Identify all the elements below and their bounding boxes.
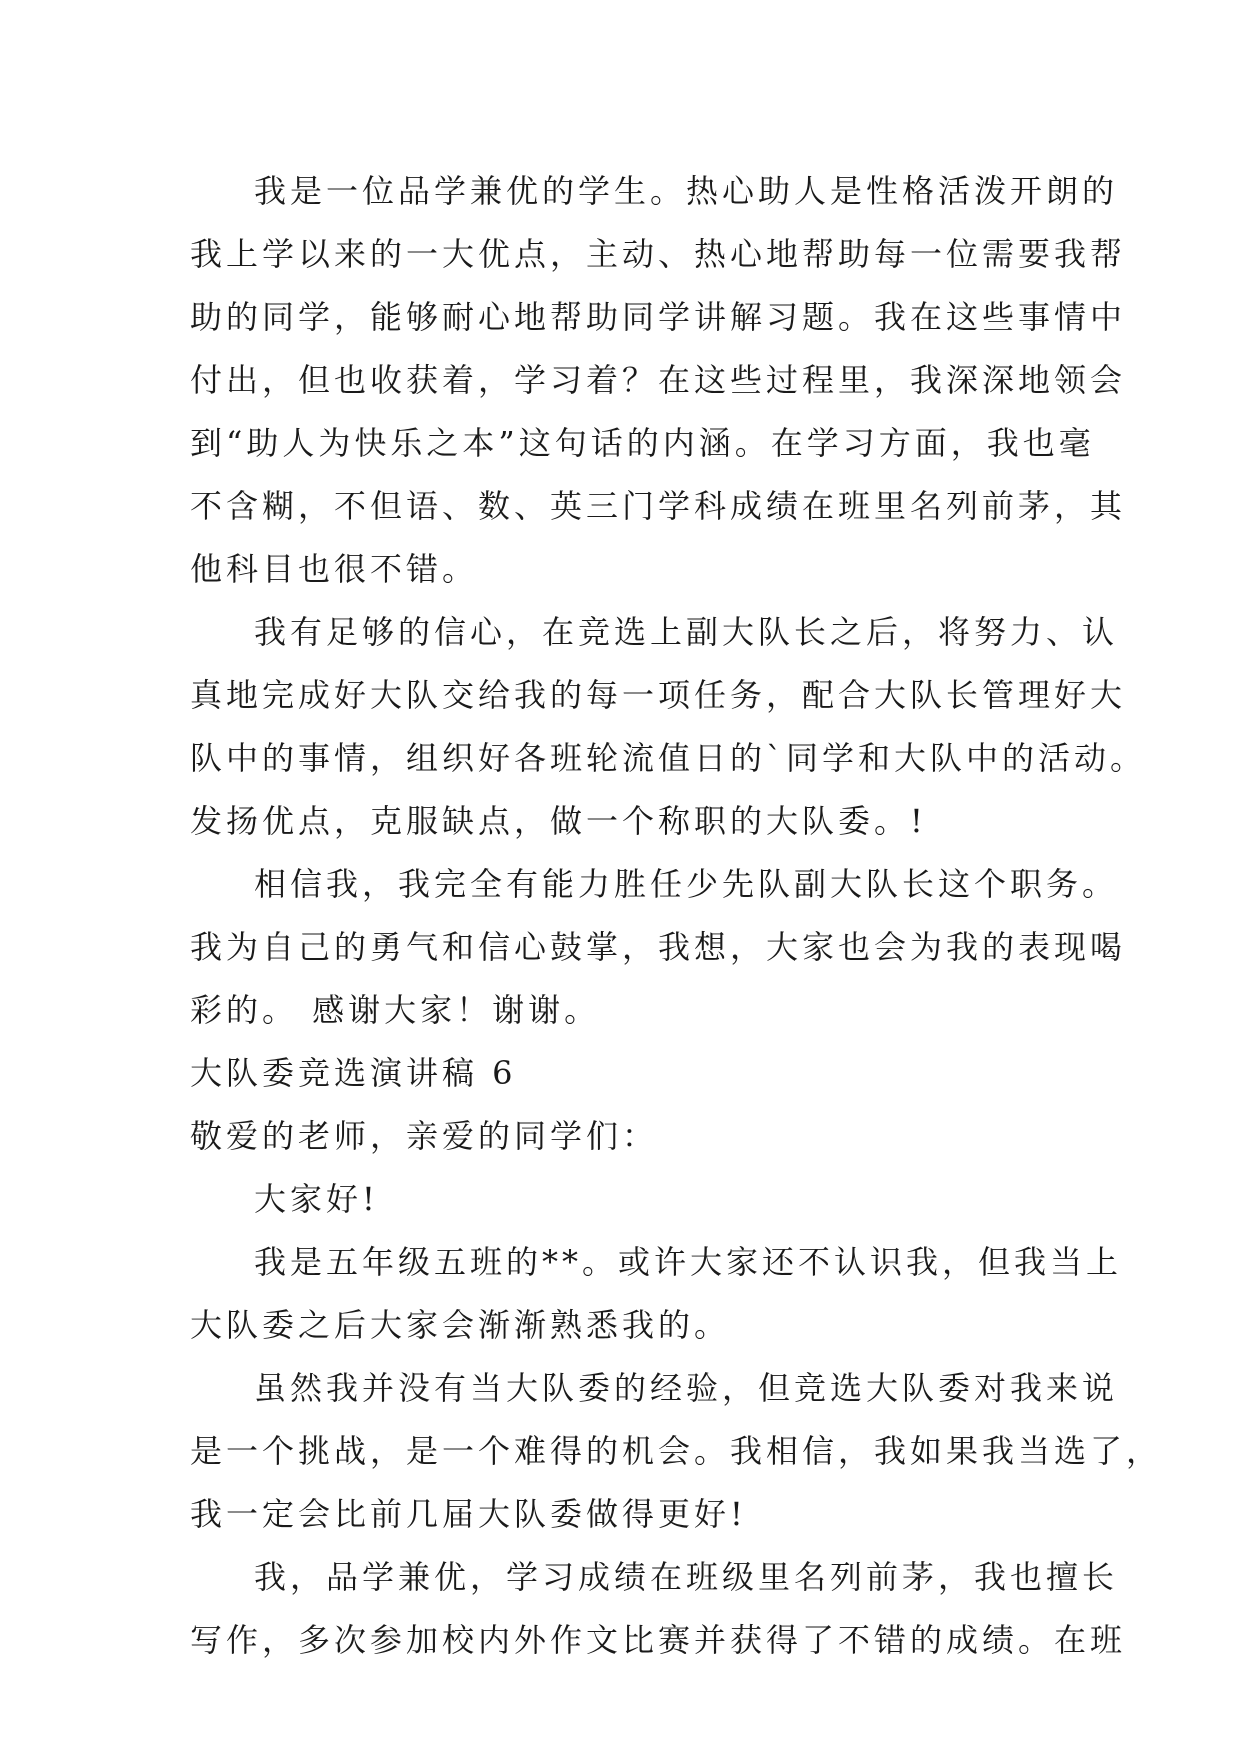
text-line: 彩的。 感谢大家！谢谢。: [190, 991, 601, 1029]
text-line: 发扬优点，克服缺点，做一个称职的大队委。!: [190, 802, 927, 840]
text-line: 我，品学兼优，学习成绩在班级里名列前茅，我也擅长: [254, 1558, 1119, 1596]
text-line: 他科目也很不错。: [190, 550, 479, 588]
document-body: [190, 160, 1163, 1672]
text-line: 不含糊，不但语、数、英三门学科成绩在班里名列前茅，其: [190, 487, 1127, 525]
text-line: 是一个挑战，是一个难得的机会。我相信，我如果我当选了，: [190, 1432, 1163, 1470]
text-line: 相信我，我完全有能力胜任少先队副大队长这个职务。: [254, 865, 1119, 903]
text-line: 我上学以来的一大优点，主动、热心地帮助每一位需要我帮: [190, 235, 1127, 273]
text-line: 我为自己的勇气和信心鼓掌，我想，大家也会为我的表现喝: [190, 928, 1127, 966]
text-line: 大队委之后大家会渐渐熟悉我的。: [190, 1306, 731, 1344]
greeting: 大家好!: [254, 1180, 379, 1218]
salutation: 敬爱的老师，亲爱的同学们：: [190, 1117, 659, 1155]
text-line: 到“助人为快乐之本”这句话的内涵。在学习方面，我也毫: [190, 424, 1095, 462]
text-line: 我是五年级五班的**。或许大家还不认识我，但我当上: [254, 1243, 1123, 1281]
text-line: 写作，多次参加校内外作文比赛并获得了不错的成绩。在班: [190, 1621, 1127, 1659]
section-heading: 大队委竞选演讲稿 6: [190, 1054, 517, 1092]
text-line: 我一定会比前几届大队委做得更好!: [190, 1495, 747, 1533]
text-line: 真地完成好大队交给我的每一项任务，配合大队长管理好大: [190, 676, 1127, 714]
text-line: 付出，但也收获着，学习着？在这些过程里，我深深地领会: [190, 361, 1127, 399]
text-line: 助的同学，能够耐心地帮助同学讲解习题。我在这些事情中: [190, 298, 1127, 336]
text-line: 队中的事情，组织好各班轮流值日的`同学和大队中的活动。: [190, 739, 1147, 777]
text-line: 我是一位品学兼优的学生。热心助人是性格活泼开朗的: [254, 172, 1119, 210]
text-line: 我有足够的信心，在竞选上副大队长之后，将努力、认: [254, 613, 1119, 651]
text-line: 虽然我并没有当大队委的经验，但竞选大队委对我来说: [254, 1369, 1119, 1407]
